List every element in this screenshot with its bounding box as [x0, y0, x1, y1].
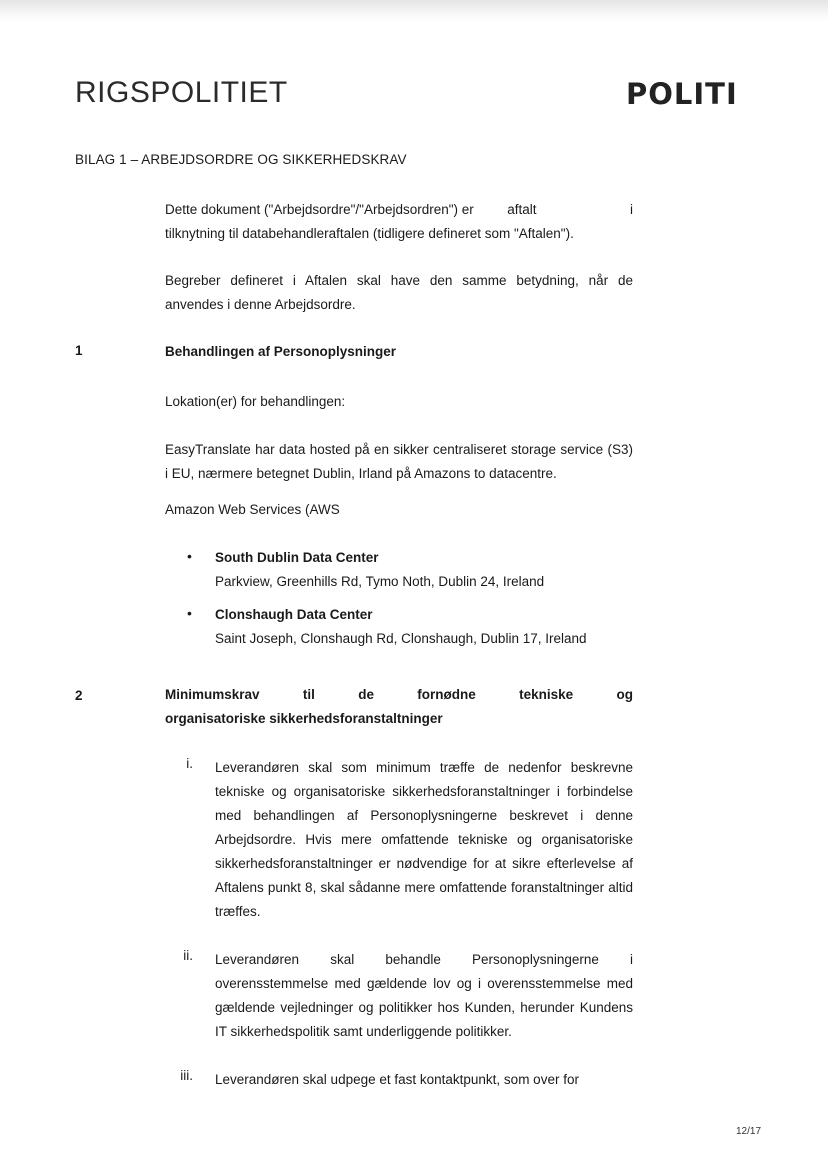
section-1-heading: Behandlingen af Personoplysninger	[165, 344, 397, 359]
heading-word: til	[302, 687, 315, 702]
item-numeral: iii.	[180, 1068, 193, 1083]
requirement-item: Leverandøren skal udpege et fast kontaktpunkt, som over for	[215, 1072, 579, 1087]
section-1-number: 1	[75, 343, 83, 358]
section-2-heading-line-2: organisatoriske sikkerhedsforanstaltninger	[165, 711, 443, 726]
scan-edge	[0, 0, 828, 22]
datacenter-address: Parkview, Greenhills Rd, Tymo Noth, Dublin 24, Ireland	[215, 574, 545, 589]
heading-word: tekniske	[519, 687, 574, 702]
intro-word: i	[630, 202, 633, 217]
datacenter-item	[215, 603, 645, 651]
intro-word: aftalt	[507, 202, 537, 217]
politi-logo: POLITI	[626, 77, 738, 111]
datacenter-address: Saint Joseph, Clonshaugh Rd, Clonshaugh, Dublin 17, Ireland	[215, 631, 587, 646]
document-subtitle: BILAG 1 – ARBEJDSORDRE OG SIKKERHEDSKRAV	[75, 152, 407, 167]
datacenter-name: South Dublin Data Center	[215, 550, 379, 565]
section-2-number: 2	[75, 688, 83, 703]
intro-paragraph-1	[165, 198, 633, 246]
item-numeral: i.	[186, 756, 193, 771]
item-numeral: ii.	[183, 948, 193, 963]
requirement-item: Leverandøren skal som minimum træffe de nedenfor beskrevne tekniske og organisatoriske sikkerhedsforanstaltninger i forbindelse med behandlingen af Personoplysningerne beskrevet i denne Arbejdsordre. Hvis mere omfattende tekniske og organisatoriske sikkerhedsforanstaltninger er nødvendige for at sikre efterlevelse af Aftalens punkt 8, skal sådanne mere omfattende foranstaltninger altid træffes.	[215, 760, 633, 919]
section-2-heading-line-1	[165, 683, 633, 707]
datacenter-item	[215, 546, 645, 594]
intro-word: Dette dokument ("Arbejdsordre"/"Arbejdsordren") er	[165, 202, 474, 217]
page-number: 12/17	[736, 1126, 762, 1137]
heading-word: fornødne	[417, 687, 476, 702]
requirement-item: Leverandøren skal behandle Personoplysningerne i overensstemmelse med gældende lov og i overensstemmelse med gældende vejledninger og politikker hos Kunden, herunder Kundens IT sikkerhedspolitik samt underliggende politikker.	[215, 952, 633, 1039]
organization-title: RIGSPOLITIET	[75, 76, 288, 109]
hosting-paragraph: EasyTranslate har data hosted på en sikker centraliseret storage service (S3) i EU, nærmere betegnet Dublin, Irland på Amazons to datacentre.	[165, 442, 633, 481]
provider-text: Amazon Web Services (AWS	[165, 502, 340, 517]
intro-line-2: tilknytning til databehandleraftalen (tidligere defineret som "Aftalen").	[165, 226, 574, 241]
heading-word: Minimumskrav	[165, 687, 260, 702]
intro-line-1	[165, 198, 633, 222]
heading-word: og	[616, 687, 633, 702]
datacenter-name: Clonshaugh Data Center	[215, 607, 373, 622]
bullet-dot: •	[187, 605, 192, 621]
intro-paragraph-2: Begreber defineret i Aftalen skal have den samme betydning, når de anvendes i denne Arbejdsordre.	[165, 273, 633, 312]
locations-label: Lokation(er) for behandlingen:	[165, 394, 346, 409]
section-2-heading	[165, 683, 633, 731]
heading-word: de	[358, 687, 374, 702]
bullet-dot: •	[187, 548, 192, 564]
